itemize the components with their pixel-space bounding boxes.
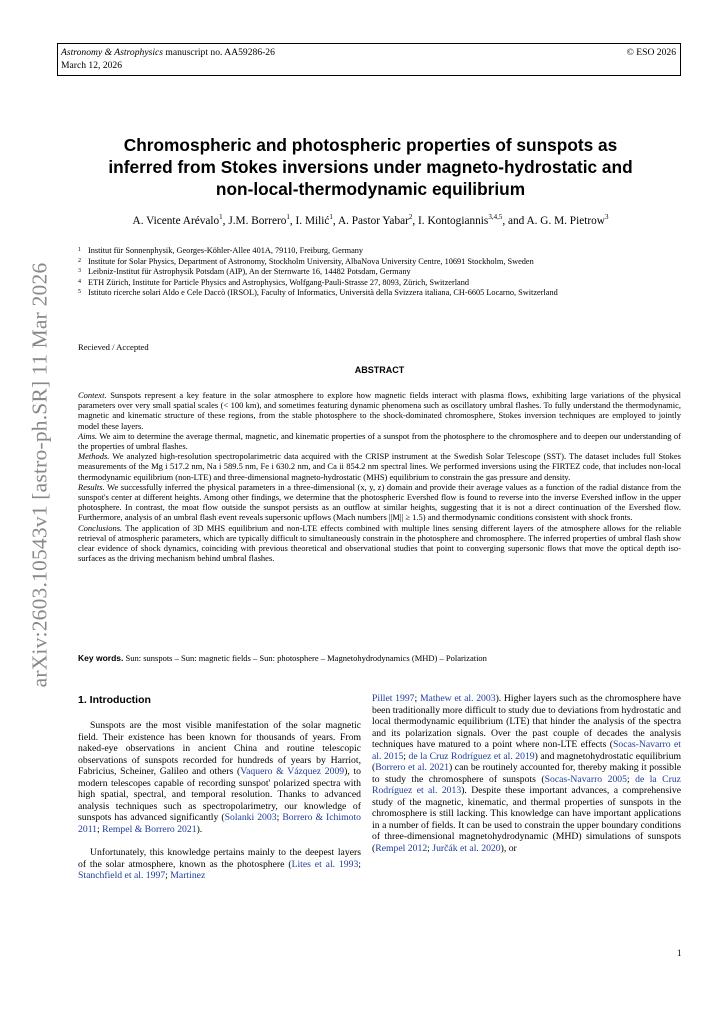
page-number: 1 <box>677 948 682 958</box>
copyright: © ESO 2026 <box>626 47 676 58</box>
manuscript-number: manuscript no. AA59286-26 <box>162 47 275 58</box>
author: J.M. Borrero$^1$, <box>228 213 296 227</box>
abstract-body <box>78 390 681 563</box>
journal-name: Astronomy & Astrophysics <box>61 47 163 58</box>
received-accepted: Recieved / Accepted <box>78 342 149 352</box>
right-column <box>372 693 681 854</box>
abstract-conclusions: Conclusions. The application of 3D MHS equilibrium and non-LTE effects combined with multiple lines sensing different layers of the atmosphere allows for the reliable retrieval of atmospheric parameters, which are typically difficult to simultaneously constrain in the photosphere and chromosphere. The inferred properties of umbral flash show clear evidence of shock dynamics, coinciding with previous theoretical and observational studies that point to converging supersonic flows that move the optical depth iso-surfaces as the driving mechanism behind umbral flashes. <box>78 522 681 564</box>
author: I. Kontogiannis$^{3,4,5}$, and <box>418 213 527 227</box>
abstract-methods: Methods. We analyzed high-resolution spectropolarimetric data acquired with the CRISP instrument at the Swedish Solar Telescope (SST). The dataset includes full Stokes measurements of the Mg i 517.2 nm, Na i 589.5 nm, Fe i 630.2 nm, and Ca ii 854.2 nm spectral lines. We performed inversions using the FIRTEZ code, that includes non-local thermodynamic equilibrium (non-LTE) and three-dimensional magneto-hydrostatic (MHS) equilibrium to constrain the gas pressure and density. <box>78 451 681 482</box>
citation-link[interactable]: Lites et al. 1993 <box>291 858 359 870</box>
citation-link[interactable]: Pillet 1997 <box>372 693 415 704</box>
intro-paragraph-2-cont: Pillet 1997; Mathew et al. 2003). Higher layers such as the chromosphere have been traditionally more difficult to study due to deviations from hydrostatic and local thermodynamic equilibrium (LTE) that hinder the analysis of the spectra and its polarization signals. Over the past couple of decades the analysis techniques have matured to a point where non-LTE effects (Socas-Navarro et al. 2015; de la Cruz Rodríguez et al. 2019) and magnetohydrostatic equilibrium (Borrero et al. 2021) can be routinely accounted for, thereby making it possible to study the chromosphere of sunspots (Socas-Navarro 2005; de la Cruz Rodríguez et al. 2013). Despite these important advances, a comprehensive study of the magnetic, kinematic, and thermal properties of sunspots in the chromosphere is still lacking. This knowledge can have important applications in a number of fields. It can be used to constrain the upper boundary conditions of three-dimensional magnetohydrodynamic (MHD) simulations of sunspots (Rempel 2012; Jurčák et al. 2020), or <box>372 693 681 854</box>
title-line-3: non-local-thermodynamic equilibrium <box>215 179 526 199</box>
abstract-aims: Aims. We aim to determine the average thermal, magnetic, and kinematic properties of a sunspot from the photosphere to the chromosphere and to deepen our understanding of the properties of umbral flashes. <box>78 430 681 452</box>
author: A. G. M. Pietrow$^3$ <box>526 213 609 227</box>
intro-paragraph-1: Sunspots are the most visible manifestation of the solar magnetic field. Their existence has been known for thousands of years. From naked-eye observations in ancient China and routine telescopic observations of sunspots recorded for hundreds of years by Harriot, Fabricius, Scheiner, Galileo and others (Vaquero & Vázquez 2009), to modern telescopes capable of recording sunspot' polarized spectra with high spatial, spectral, and temporal resolution. Thanks to advanced analysis techniques such as spectropolarimetry, our knowledge of sunspots has advanced significantly (Solanki 2003; Borrero & Ichimoto 2011; Rempel & Borrero 2021). <box>78 720 362 835</box>
citation-link[interactable]: Borrero et al. 2021 <box>375 762 449 773</box>
keywords <box>78 653 681 663</box>
citation-link[interactable]: de la Cruz Rodríguez et al. 2019 <box>408 750 535 762</box>
left-column <box>78 720 361 882</box>
section-title: 1. Introduction <box>78 694 151 706</box>
manuscript-line <box>61 46 677 59</box>
title-line-1: Chromospheric and photospheric properties of sunspots as <box>123 135 618 155</box>
affiliation-item: 3 Leibniz-Institut für Astrophysik Potsdam (AIP), An der Sternwarte 16, 14482 Potsdam, Germany <box>78 267 411 277</box>
affiliations <box>78 246 681 299</box>
citation-link[interactable]: Martinez <box>170 870 206 881</box>
citation-link[interactable]: Solanki 2003 <box>224 812 277 823</box>
citation-link[interactable]: Rempel 2012 <box>375 842 428 854</box>
keywords-label: Key words. <box>78 653 124 663</box>
citation-link[interactable]: Socas-Navarro et al. 2015 <box>372 739 681 762</box>
intro-paragraph-2: Unfortunately, this knowledge pertains mainly to the deepest layers of the solar atmosphere, known as the photosphere (Lites et al. 1993; Stanchfield et al. 1997; Martinez <box>78 847 361 881</box>
title-line-2: inferred from Stokes inversions under magneto-hydrostatic and <box>108 157 633 177</box>
affiliation-item: 1 Institut für Sonnenphysik, Georges-Köhler-Allee 401A, 79110, Freiburg, Germany <box>78 246 364 255</box>
author: A. Vicente Arévalo$^1$, <box>132 213 229 227</box>
affiliation-item: 4 ETH Zürich, Institute for Particle Physics and Astrophysics, Wolfgang-Pauli-Strasse 27, 8093, Zürich, Switzerland <box>78 277 469 287</box>
citation-link[interactable]: de la Cruz Rodríguez et al. 2013 <box>372 773 681 796</box>
citation-link[interactable]: Vaquero & Vázquez 2009 <box>240 766 345 777</box>
citation-link[interactable]: Stanchfield et al. 1997 <box>78 870 166 881</box>
citation-link[interactable]: Mathew et al. 2003 <box>419 693 496 704</box>
citation-link[interactable]: Rempel & Borrero 2021 <box>102 823 197 835</box>
arxiv-identifier: arXiv:2603.10543v1 [astro-ph.SR] 11 Mar 2026 <box>27 262 52 688</box>
citation-link[interactable]: Jurčák et al. 2020 <box>432 842 501 854</box>
citation-link[interactable]: Borrero & Ichimoto 2011 <box>78 812 361 835</box>
header-date: March 12, 2026 <box>61 60 123 71</box>
keywords-text: Sun: sunspots – Sun: magnetic fields – Sun: photosphere – Magnetohydrodynamics (MHD) – Polarization <box>123 653 487 663</box>
arxiv-sidebar <box>20 262 60 688</box>
abstract-results: Results. We successfully inferred the physical parameters in a three-dimensional (x, y, z) domain and provide their average values as a function of the radial distance from the sunspot's center at different heights. Among other findings, we determine that the photospheric Evershed flow is found to reverse into the inverse Evershed inflow in the upper photosphere. In contrast, the moat flow outside the sunspot persists as an outflow at similar heights, suggesting that it is not a direct continuation of the Evershed flow. Furthermore, analysis of an umbral flash event reveals supersonic upflows (Mach numbers ||M|| ≥ 1.5) and thermodynamic conditions consistent with shock fronts. <box>78 481 681 523</box>
author: I. Milić$^1$, <box>295 213 338 227</box>
affiliation-item: 5 Istituto ricerche solari Aldo e Cele Daccò (IRSOL), Faculty of Informatics, Università della Svizzera italiana, CH-6605 Locarno, Switzerland <box>78 288 558 298</box>
author-list <box>60 213 681 227</box>
abstract-heading: ABSTRACT <box>354 365 405 375</box>
citation-link[interactable]: Socas-Navarro 2005 <box>544 773 627 785</box>
author: A. Pastor Yabar$^2$, <box>337 213 419 227</box>
affiliation-item: 2 Institute for Solar Physics, Department of Astronomy, Stockholm University, AlbaNova University Centre, 10691 Stockholm, Sweden <box>78 256 534 266</box>
paper-title <box>60 134 681 200</box>
abstract-context: Context. Sunspots represent a key feature in the solar atmosphere to explore how magnetic fields interact with plasma flows, exhibiting large variations of the physical parameters over very small spatial scales (< 100 km), and sometimes featuring dynamic phenomena such as oscillatory umbral flashes. To fully understand the thermodynamic, magnetic and kinematic structure of these regions, from the stable photosphere to the shock-dominated chromosphere, Stokes inversion techniques are employed to jointly model these layers. <box>78 390 681 431</box>
journal-header <box>57 43 681 76</box>
